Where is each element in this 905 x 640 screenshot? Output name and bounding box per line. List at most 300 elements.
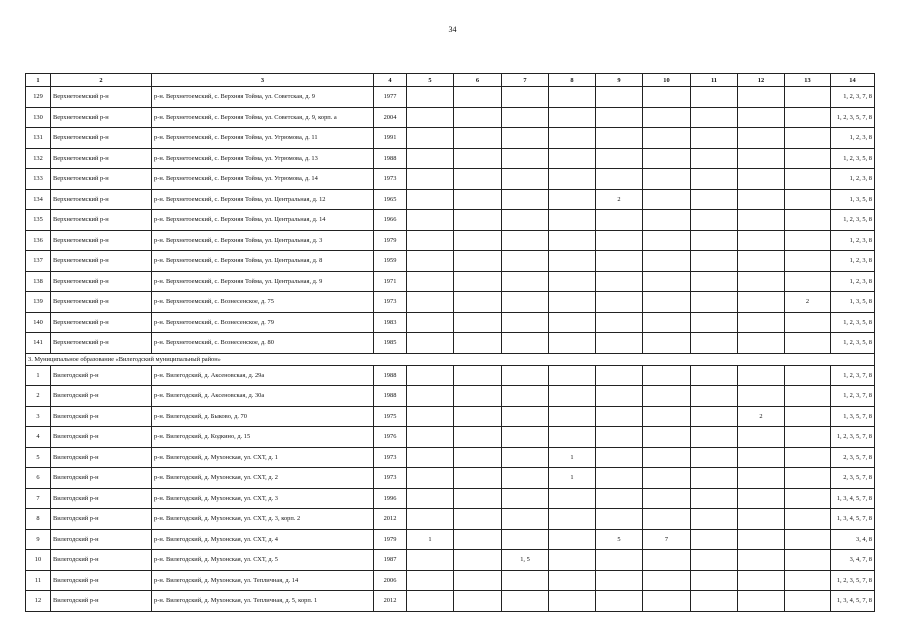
row-number: 139: [26, 292, 51, 313]
col9-cell: 5: [596, 529, 643, 550]
col9-cell: [596, 271, 643, 292]
col7-cell: [502, 406, 549, 427]
header-cell: 4: [374, 74, 407, 87]
row-number: 129: [26, 87, 51, 108]
col9-cell: [596, 427, 643, 448]
col8-cell: [549, 87, 596, 108]
col11-cell: [691, 488, 738, 509]
col11-cell: [691, 529, 738, 550]
year-cell: 1977: [374, 87, 407, 108]
col10-cell: [643, 210, 691, 231]
col9-cell: [596, 128, 643, 149]
col6-cell: [454, 210, 502, 231]
col14-cell: 1, 2, 3, 7, 8: [831, 87, 875, 108]
col11-cell: [691, 87, 738, 108]
col12-cell: [738, 251, 785, 272]
col6-cell: [454, 271, 502, 292]
col12-cell: [738, 447, 785, 468]
table-row: [26, 468, 875, 489]
district-cell: Вилегодский р-н: [51, 550, 152, 571]
col13-cell: [785, 509, 831, 530]
year-cell: 1975: [374, 406, 407, 427]
col6-cell: [454, 312, 502, 333]
col11-cell: [691, 365, 738, 386]
table-row: [26, 189, 875, 210]
year-cell: 1988: [374, 148, 407, 169]
district-cell: Верхнетоемский р-н: [51, 107, 152, 128]
col8-cell: [549, 406, 596, 427]
col11-cell: [691, 189, 738, 210]
col14-cell: 1, 3, 5, 8: [831, 292, 875, 313]
col9-cell: [596, 169, 643, 190]
col14-cell: 3, 4, 8: [831, 529, 875, 550]
row-number: 12: [26, 591, 51, 612]
district-cell: Вилегодский р-н: [51, 488, 152, 509]
col9-cell: [596, 87, 643, 108]
table-row: [26, 550, 875, 571]
row-number: 132: [26, 148, 51, 169]
col5-cell: [407, 107, 454, 128]
row-number: 133: [26, 169, 51, 190]
col13-cell: [785, 312, 831, 333]
col6-cell: [454, 292, 502, 313]
table-row: [26, 570, 875, 591]
col11-cell: [691, 107, 738, 128]
col14-cell: 2, 3, 5, 7, 8: [831, 447, 875, 468]
header-cell: 13: [785, 74, 831, 87]
col6-cell: [454, 468, 502, 489]
header-cell: 12: [738, 74, 785, 87]
col9-cell: [596, 312, 643, 333]
col9-cell: 2: [596, 189, 643, 210]
year-cell: 2004: [374, 107, 407, 128]
address-cell: р-н. Вилегодский, д. Мухонская, ул. СХТ, д. 5: [152, 550, 374, 571]
col14-cell: 1, 2, 3, 7, 8: [831, 365, 875, 386]
col13-cell: [785, 365, 831, 386]
housing-register-table: [25, 73, 875, 612]
year-cell: 1983: [374, 312, 407, 333]
col12-cell: [738, 128, 785, 149]
row-number: 141: [26, 333, 51, 354]
col12-cell: [738, 570, 785, 591]
col14-cell: 1, 3, 4, 5, 7, 8: [831, 591, 875, 612]
col6-cell: [454, 365, 502, 386]
col8-cell: [549, 148, 596, 169]
row-number: 131: [26, 128, 51, 149]
col13-cell: [785, 427, 831, 448]
address-cell: р-н. Верхнетоемский, с. Верхняя Тойма, ул. Советская, д. 9: [152, 87, 374, 108]
col5-cell: [407, 292, 454, 313]
col5-cell: [407, 468, 454, 489]
col8-cell: [549, 333, 596, 354]
col9-cell: [596, 488, 643, 509]
col10-cell: [643, 189, 691, 210]
year-cell: 1985: [374, 333, 407, 354]
table-row: [26, 292, 875, 313]
address-cell: р-н. Вилегодский, д. Кодкино, д. 15: [152, 427, 374, 448]
year-cell: 1976: [374, 427, 407, 448]
address-cell: р-н. Вилегодский, д. Аксеновская, д. 30а: [152, 386, 374, 407]
col14-cell: 1, 2, 3, 8: [831, 251, 875, 272]
table-row: [26, 333, 875, 354]
address-cell: р-н. Верхнетоемский, с. Вознесенское, д. 80: [152, 333, 374, 354]
col13-cell: [785, 406, 831, 427]
col7-cell: [502, 210, 549, 231]
col10-cell: [643, 230, 691, 251]
col10-cell: [643, 128, 691, 149]
col11-cell: [691, 427, 738, 448]
table-row: [26, 591, 875, 612]
col10-cell: [643, 386, 691, 407]
address-cell: р-н. Вилегодский, д. Мухонская, ул. СХТ, д. 1: [152, 447, 374, 468]
table-row: [26, 210, 875, 231]
row-number: 135: [26, 210, 51, 231]
col6-cell: [454, 148, 502, 169]
address-cell: р-н. Верхнетоемский, с. Верхняя Тойма, ул. Центральная, д. 14: [152, 210, 374, 231]
year-cell: 1973: [374, 292, 407, 313]
column-number-header: [26, 74, 875, 87]
col12-cell: [738, 427, 785, 448]
year-cell: 2012: [374, 509, 407, 530]
col13-cell: [785, 570, 831, 591]
col13-cell: [785, 271, 831, 292]
year-cell: 1991: [374, 128, 407, 149]
address-cell: р-н. Вилегодский, д. Мухонская, ул. СХТ, д. 2: [152, 468, 374, 489]
col8-cell: [549, 529, 596, 550]
col10-cell: [643, 271, 691, 292]
col8-cell: [549, 189, 596, 210]
col14-cell: 1, 2, 3, 8: [831, 230, 875, 251]
year-cell: 1973: [374, 169, 407, 190]
district-cell: Вилегодский р-н: [51, 468, 152, 489]
header-cell: 2: [51, 74, 152, 87]
col5-cell: [407, 591, 454, 612]
table-row: [26, 427, 875, 448]
year-cell: 1996: [374, 488, 407, 509]
address-cell: р-н. Вилегодский, д. Мухонская, ул. СХТ, д. 3, корп. 2: [152, 509, 374, 530]
year-cell: 1966: [374, 210, 407, 231]
col8-cell: [549, 128, 596, 149]
col6-cell: [454, 189, 502, 210]
col7-cell: [502, 107, 549, 128]
col14-cell: 1, 2, 3, 7, 8: [831, 386, 875, 407]
year-cell: 2012: [374, 591, 407, 612]
col8-cell: [549, 169, 596, 190]
col8-cell: [549, 271, 596, 292]
col8-cell: 1: [549, 447, 596, 468]
col10-cell: [643, 488, 691, 509]
year-cell: 1988: [374, 386, 407, 407]
district-cell: Вилегодский р-н: [51, 406, 152, 427]
col10-cell: [643, 406, 691, 427]
row-number: 4: [26, 427, 51, 448]
col10-cell: [643, 509, 691, 530]
header-cell: 9: [596, 74, 643, 87]
address-cell: р-н. Верхнетоемский, с. Верхняя Тойма, ул. Центральная, д. 9: [152, 271, 374, 292]
district-cell: Верхнетоемский р-н: [51, 251, 152, 272]
row-number: 10: [26, 550, 51, 571]
col7-cell: [502, 169, 549, 190]
col9-cell: [596, 468, 643, 489]
address-cell: р-н. Вилегодский, д. Мухонская, ул. Тепличная, д. 14: [152, 570, 374, 591]
col10-cell: [643, 251, 691, 272]
col5-cell: 1: [407, 529, 454, 550]
col7-cell: [502, 488, 549, 509]
col12-cell: [738, 488, 785, 509]
table-row: [26, 87, 875, 108]
col13-cell: [785, 529, 831, 550]
col13-cell: [785, 386, 831, 407]
col8-cell: [549, 251, 596, 272]
col14-cell: 1, 2, 3, 5, 8: [831, 210, 875, 231]
col13-cell: [785, 210, 831, 231]
col13-cell: [785, 591, 831, 612]
col7-cell: [502, 230, 549, 251]
row-number: 134: [26, 189, 51, 210]
col8-cell: [549, 386, 596, 407]
col7-cell: 1, 5: [502, 550, 549, 571]
col6-cell: [454, 87, 502, 108]
district-cell: Вилегодский р-н: [51, 447, 152, 468]
col8-cell: [549, 488, 596, 509]
col6-cell: [454, 107, 502, 128]
address-cell: р-н. Верхнетоемский, с. Верхняя Тойма, ул. Угрюмова, д. 13: [152, 148, 374, 169]
address-cell: р-н. Верхнетоемский, с. Верхняя Тойма, ул. Центральная, д. 12: [152, 189, 374, 210]
col14-cell: 1, 3, 5, 7, 8: [831, 406, 875, 427]
col10-cell: [643, 312, 691, 333]
col11-cell: [691, 386, 738, 407]
col11-cell: [691, 406, 738, 427]
col10-cell: [643, 87, 691, 108]
col14-cell: 3, 4, 7, 8: [831, 550, 875, 571]
col11-cell: [691, 251, 738, 272]
page-number: 34: [448, 25, 457, 34]
header-cell: 7: [502, 74, 549, 87]
col11-cell: [691, 550, 738, 571]
col13-cell: [785, 550, 831, 571]
address-cell: р-н. Вилегодский, д. Мухонская, ул. СХТ, д. 4: [152, 529, 374, 550]
col7-cell: [502, 570, 549, 591]
col11-cell: [691, 447, 738, 468]
row-number: 5: [26, 447, 51, 468]
address-cell: р-н. Верхнетоемский, с. Верхняя Тойма, ул. Угрюмова, д. 11: [152, 128, 374, 149]
col12-cell: [738, 189, 785, 210]
address-cell: р-н. Вилегодский, д. Аксеновская, д. 29а: [152, 365, 374, 386]
col14-cell: 2, 3, 5, 7, 8: [831, 468, 875, 489]
col7-cell: [502, 447, 549, 468]
address-cell: р-н. Верхнетоемский, с. Верхняя Тойма, ул. Центральная, д. 3: [152, 230, 374, 251]
address-cell: р-н. Верхнетоемский, с. Верхняя Тойма, ул. Угрюмова, д. 14: [152, 169, 374, 190]
header-cell: 1: [26, 74, 51, 87]
col6-cell: [454, 169, 502, 190]
address-cell: р-н. Верхнетоемский, с. Верхняя Тойма, ул. Центральная, д. 8: [152, 251, 374, 272]
col12-cell: [738, 312, 785, 333]
col12-cell: [738, 333, 785, 354]
district-cell: Вилегодский р-н: [51, 427, 152, 448]
table-row: [26, 128, 875, 149]
col9-cell: [596, 509, 643, 530]
col12-cell: [738, 169, 785, 190]
district-cell: Верхнетоемский р-н: [51, 210, 152, 231]
col8-cell: [549, 230, 596, 251]
col13-cell: [785, 107, 831, 128]
col12-cell: [738, 550, 785, 571]
header-cell: 5: [407, 74, 454, 87]
row-number: 3: [26, 406, 51, 427]
year-cell: 2006: [374, 570, 407, 591]
col6-cell: [454, 333, 502, 354]
col13-cell: 2: [785, 292, 831, 313]
col6-cell: [454, 591, 502, 612]
col11-cell: [691, 312, 738, 333]
district-cell: Верхнетоемский р-н: [51, 292, 152, 313]
district-cell: Верхнетоемский р-н: [51, 312, 152, 333]
col5-cell: [407, 148, 454, 169]
year-cell: 1973: [374, 447, 407, 468]
col5-cell: [407, 447, 454, 468]
col8-cell: [549, 365, 596, 386]
col10-cell: [643, 447, 691, 468]
table-row: [26, 447, 875, 468]
col8-cell: [549, 550, 596, 571]
col12-cell: [738, 292, 785, 313]
table-row: [26, 529, 875, 550]
col10-cell: [643, 365, 691, 386]
address-cell: р-н. Верхнетоемский, с. Вознесенское, д. 75: [152, 292, 374, 313]
row-number: 2: [26, 386, 51, 407]
col12-cell: [738, 468, 785, 489]
col14-cell: 1, 2, 3, 5, 7, 8: [831, 107, 875, 128]
year-cell: 1987: [374, 550, 407, 571]
col13-cell: [785, 87, 831, 108]
col12-cell: [738, 529, 785, 550]
district-cell: Вилегодский р-н: [51, 365, 152, 386]
col13-cell: [785, 128, 831, 149]
col6-cell: [454, 386, 502, 407]
address-cell: р-н. Вилегодский, д. Мухонская, ул. СХТ, д. 3: [152, 488, 374, 509]
col14-cell: 1, 2, 3, 5, 8: [831, 148, 875, 169]
col6-cell: [454, 427, 502, 448]
col9-cell: [596, 406, 643, 427]
table-row: [26, 251, 875, 272]
col7-cell: [502, 427, 549, 448]
col11-cell: [691, 570, 738, 591]
district-cell: Верхнетоемский р-н: [51, 230, 152, 251]
col13-cell: [785, 189, 831, 210]
col9-cell: [596, 210, 643, 231]
col11-cell: [691, 468, 738, 489]
col8-cell: [549, 210, 596, 231]
table-row: [26, 271, 875, 292]
col14-cell: 1, 2, 3, 5, 8: [831, 333, 875, 354]
col7-cell: [502, 251, 549, 272]
district-cell: Верхнетоемский р-н: [51, 189, 152, 210]
col14-cell: 1, 2, 3, 8: [831, 128, 875, 149]
col7-cell: [502, 128, 549, 149]
address-cell: р-н. Вилегодский, д. Мухонская, ул. Тепличная, д. 5, корп. 1: [152, 591, 374, 612]
col5-cell: [407, 251, 454, 272]
col9-cell: [596, 570, 643, 591]
table-row: [26, 148, 875, 169]
col9-cell: [596, 107, 643, 128]
col5-cell: [407, 550, 454, 571]
col7-cell: [502, 148, 549, 169]
col5-cell: [407, 570, 454, 591]
col5-cell: [407, 189, 454, 210]
col13-cell: [785, 169, 831, 190]
col6-cell: [454, 550, 502, 571]
address-cell: р-н. Верхнетоемский, с. Верхняя Тойма, ул. Советская, д. 9, корп. а: [152, 107, 374, 128]
table-row: [26, 386, 875, 407]
row-number: 8: [26, 509, 51, 530]
col7-cell: [502, 468, 549, 489]
district-cell: Верхнетоемский р-н: [51, 169, 152, 190]
row-number: 7: [26, 488, 51, 509]
header-cell: 10: [643, 74, 691, 87]
district-cell: Верхнетоемский р-н: [51, 87, 152, 108]
col6-cell: [454, 128, 502, 149]
col5-cell: [407, 87, 454, 108]
col8-cell: [549, 591, 596, 612]
col8-cell: 1: [549, 468, 596, 489]
col7-cell: [502, 189, 549, 210]
row-number: 130: [26, 107, 51, 128]
table-row: [26, 107, 875, 128]
col12-cell: [738, 87, 785, 108]
col7-cell: [502, 529, 549, 550]
year-cell: 1965: [374, 189, 407, 210]
table-row: [26, 509, 875, 530]
col6-cell: [454, 488, 502, 509]
col6-cell: [454, 230, 502, 251]
col12-cell: 2: [738, 406, 785, 427]
col11-cell: [691, 230, 738, 251]
district-cell: Вилегодский р-н: [51, 570, 152, 591]
col5-cell: [407, 169, 454, 190]
district-cell: Верхнетоемский р-н: [51, 128, 152, 149]
col12-cell: [738, 230, 785, 251]
year-cell: 1988: [374, 365, 407, 386]
col10-cell: [643, 169, 691, 190]
col7-cell: [502, 87, 549, 108]
table-row: [26, 365, 875, 386]
header-cell: 6: [454, 74, 502, 87]
table-row: [26, 488, 875, 509]
table-row: [26, 312, 875, 333]
col5-cell: [407, 210, 454, 231]
table-row: [26, 169, 875, 190]
col11-cell: [691, 292, 738, 313]
col11-cell: [691, 169, 738, 190]
col9-cell: [596, 230, 643, 251]
address-cell: р-н. Вилегодский, д. Быково, д. 70: [152, 406, 374, 427]
col9-cell: [596, 333, 643, 354]
col6-cell: [454, 251, 502, 272]
col10-cell: [643, 148, 691, 169]
row-number: 137: [26, 251, 51, 272]
district-cell: Вилегодский р-н: [51, 386, 152, 407]
col5-cell: [407, 128, 454, 149]
group2-rows: [26, 365, 875, 611]
col6-cell: [454, 529, 502, 550]
col10-cell: [643, 292, 691, 313]
col8-cell: [549, 427, 596, 448]
col7-cell: [502, 312, 549, 333]
col14-cell: 1, 2, 3, 8: [831, 169, 875, 190]
col10-cell: [643, 550, 691, 571]
col10-cell: 7: [643, 529, 691, 550]
col7-cell: [502, 333, 549, 354]
